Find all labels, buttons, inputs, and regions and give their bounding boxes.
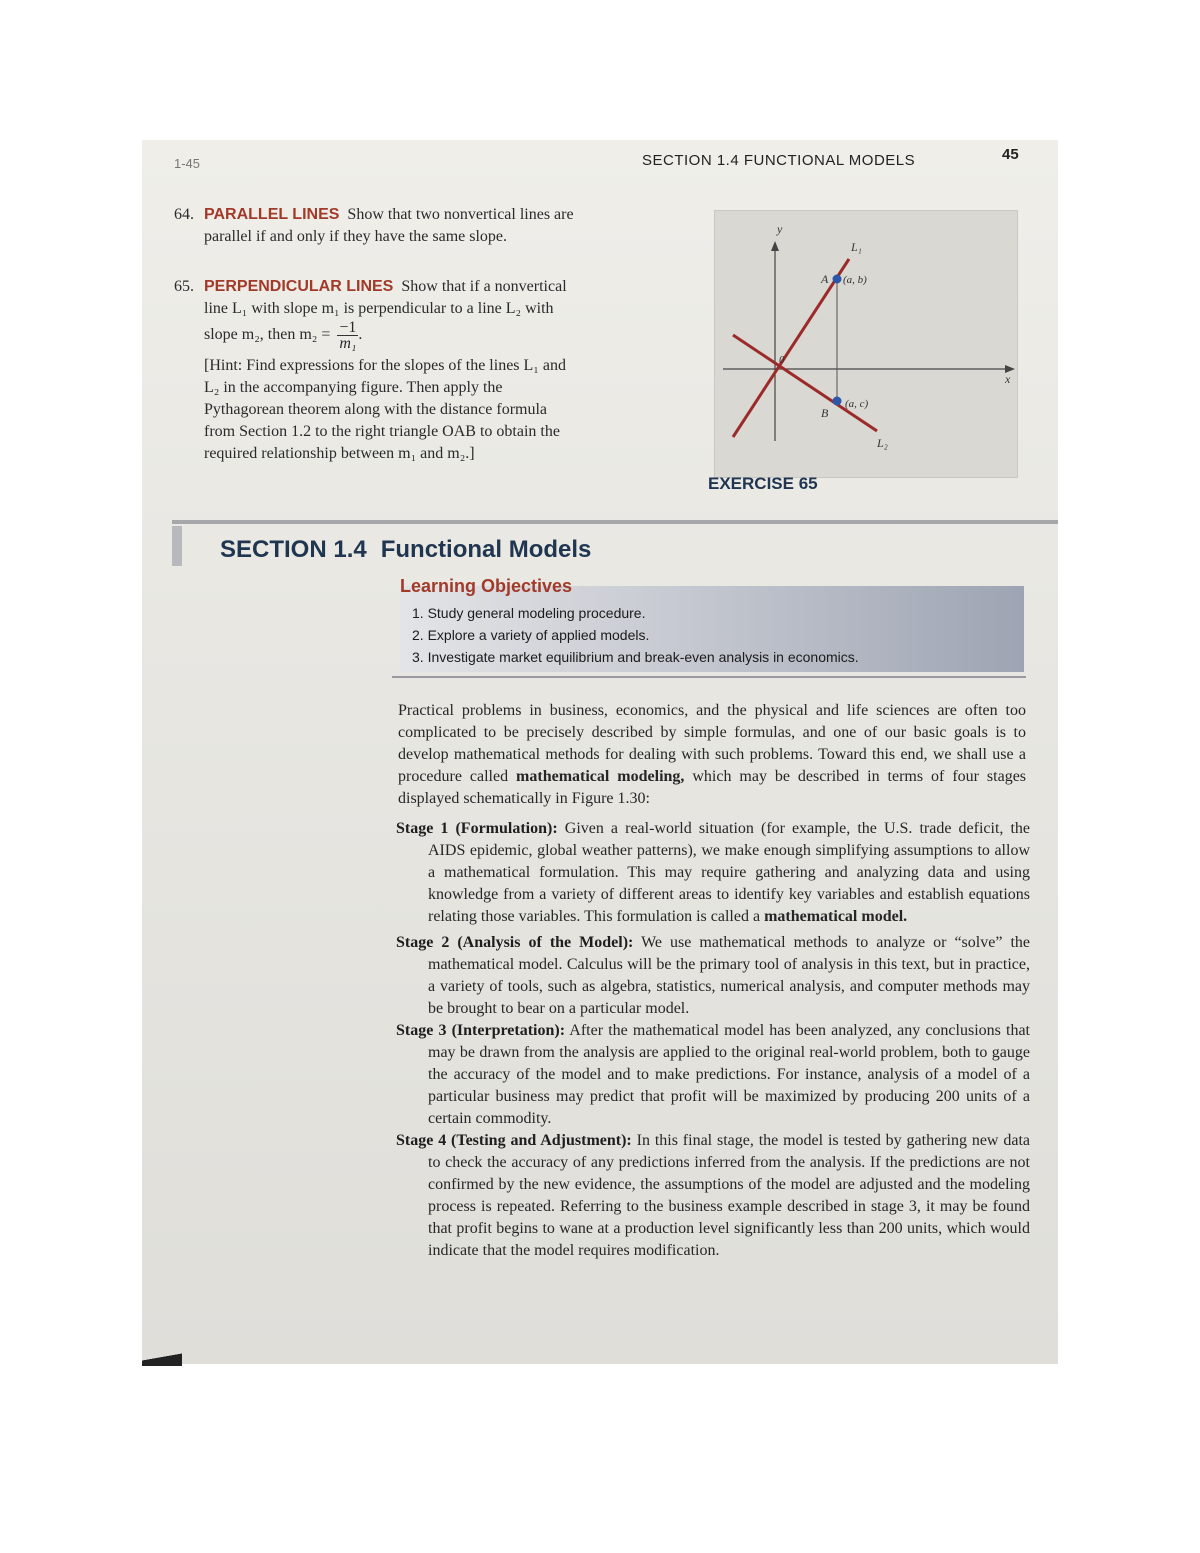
intro-text-end: which may be described in terms of four stages displayed schematically in Figure 1.30: (398, 768, 1027, 807)
exercise-65-figure (714, 210, 1018, 478)
exercise-title: PARALLEL LINES (204, 206, 340, 223)
section-rule (172, 520, 1058, 524)
y-axis-arrow (771, 241, 779, 251)
fraction (337, 320, 358, 351)
point-b (833, 397, 842, 406)
stage-text: We use mathematical methods to analyze or “solve” the mathematical model. Calculus will be the primary tool of analysis in this text, but in practice, a variety of tools, such as algebra, statistics, numerical analysis, and computer methods may be brought to bear on a particular model. (428, 934, 1030, 1017)
objective-item: 2. Explore a variety of applied models. (412, 627, 650, 643)
stages-list (396, 818, 1030, 1262)
stage-label: Stage 2 (Analysis of the Model): (396, 934, 634, 951)
coordinate-diagram (715, 211, 1017, 477)
stage-item (396, 932, 1030, 1020)
page-corner-shadow (142, 1352, 182, 1366)
point-a-coords: (a, b) (843, 274, 867, 286)
objectives-heading: Learning Objectives (400, 576, 573, 596)
point-b-label: B (821, 406, 829, 420)
stage-label: Stage 3 (Interpretation): (396, 1022, 566, 1039)
page-marker: 1-45 (174, 156, 201, 171)
origin-label: 0 (779, 354, 785, 366)
y-axis-label: y (777, 222, 783, 236)
exercise-65: 65. PERPENDICULAR LINES Show that if a nonvertical line L₁ with slope m₁ is perpendicular to a line L₂ with slope m₂, then m₂ = $\frac{-1}{\text{m₁}}$ . [Hint: Find expressions for the slopes of the lines L₁ and L₂ in the accompanying figure. Then apply the Pythagorean theorem along with the distance formula from Section 1.2 to the right triangle OAB to obtain the required relationship between m₁ and m₂.] (174, 276, 574, 465)
intro-paragraph (398, 700, 1026, 810)
stage-text: After the mathematical model has been analyzed, any conclusions that may be drawn from the analysis are applied to the original real-world problem, both to gauge the accuracy of the model and to make predictions. For instance, analysis of a model of a particular business may predict that profit will be maximized by producing 200 units of a certain commodity. (428, 1022, 1030, 1127)
exercise-text: Show that if a nonvertical line L₁ with slope m₁ is perpendicular to a line L₂ with slope m₂, then m₂ = (204, 278, 567, 344)
objective-item: 1. Study general modeling procedure. (412, 605, 646, 621)
point-a-label: A (821, 272, 829, 286)
exercise-64 (174, 204, 574, 248)
figure-caption: EXERCISE 65 (708, 474, 818, 493)
section-title (220, 536, 591, 564)
intro-text: Practical problems in business, economics, and the physical and life sciences are often too complicated to be precisely described by simple formulas, and one of our basic goals is to develop mathematical methods for dealing with such problems. Toward this end, we shall use a procedure called (398, 702, 1026, 785)
exercise-title: PERPENDICULAR LINES (204, 278, 394, 295)
stage-label: Stage 1 (Formulation): (396, 820, 558, 837)
page-photo (142, 140, 1058, 1364)
point-b-coords: (a, c) (845, 398, 869, 410)
section-side-bar (172, 526, 182, 566)
page-number: 45 (1002, 146, 1019, 163)
stage-item (396, 1130, 1030, 1262)
line-l2 (733, 335, 877, 431)
fraction-numerator: −1 (339, 319, 357, 336)
section-name: Functional Models (380, 536, 592, 563)
exercise-number: 65. (174, 278, 194, 295)
fraction-denominator: m₁ (339, 335, 357, 352)
exercise-hint: [Hint: Find expressions for the slopes of the lines L₁ and L₂ in the accompanying figure. Then apply the Pythagorean theorem along with the distance formula from Section 1.2 to the right triangle OAB to obtain the required relationship between m₁ and m₂.] (204, 357, 566, 462)
stage-item (396, 1020, 1030, 1130)
l1-label: L₁ (851, 240, 862, 254)
exercise-number: 64. (174, 206, 194, 223)
objective-item: 3. Investigate market equilibrium and break-even analysis in economics. (412, 649, 859, 665)
stage-label: Stage 4 (Testing and Adjustment): (396, 1132, 632, 1149)
stage-text: Given a real-world situation (for example, the U.S. trade deficit, the AIDS epidemic, global weather patterns), we make enough simplifying assumptions to allow a mathematical formulation. This may require gathering and analyzing data and using knowledge from a variety of different areas to identify key variables and establish equations relating those variables. This formulation is called a (428, 820, 1031, 925)
point-a (833, 275, 842, 284)
stage-bold-term: mathematical model. (764, 908, 908, 925)
objectives-list (412, 602, 859, 668)
exercise-text: Show that two nonvertical lines are parallel if and only if they have the same slope. (204, 206, 574, 245)
intro-bold-term: mathematical modeling, (516, 768, 685, 785)
l2-label: L₂ (877, 436, 888, 450)
x-axis-label: x (1005, 372, 1011, 386)
stage-item (396, 818, 1030, 928)
objectives-bottom-rule (392, 676, 1026, 678)
running-head: SECTION 1.4 FUNCTIONAL MODELS (642, 152, 916, 169)
section-number: SECTION 1.4 (220, 536, 367, 563)
stage-text: In this final stage, the model is tested by gathering new data to check the accuracy of any predictions inferred from the analysis. If the predictions are not confirmed by the new evidence, the assumptions of the model are adjusted and the modeling process is repeated. Referring to the business example described in stage 3, it may be found that profit begins to wane at a production level significantly less than 200 units, which would indicate that the model requires modification. (428, 1132, 1030, 1259)
